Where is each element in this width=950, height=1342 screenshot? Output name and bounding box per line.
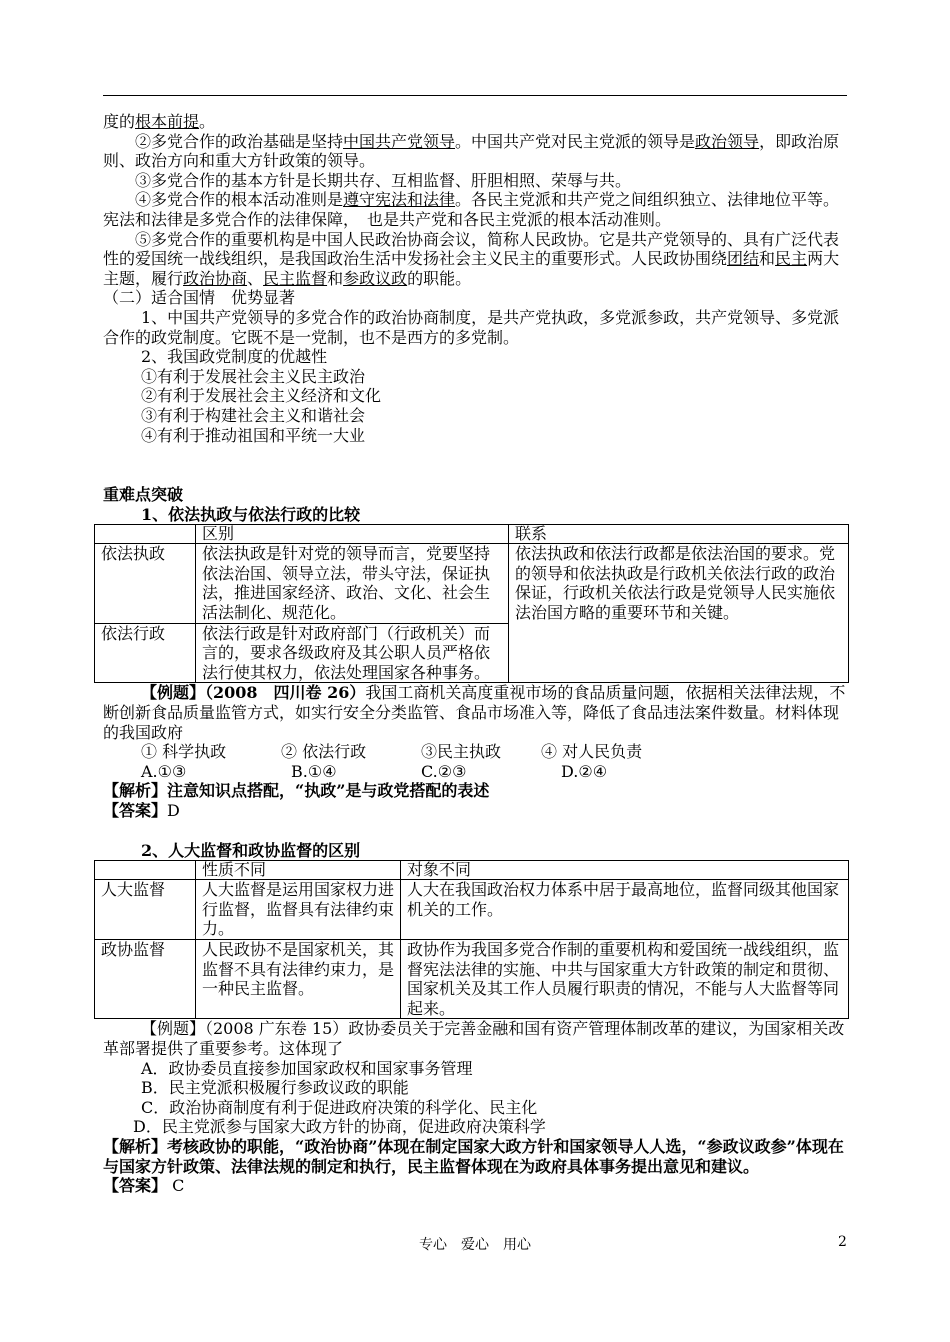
text: 度的 <box>103 112 136 131</box>
table-header-object: 对象不同 <box>401 861 849 880</box>
choice-d: D.②④ <box>561 761 608 781</box>
intro-line-5 <box>103 230 849 289</box>
row-label-cppcc: 政协监督 <box>95 939 196 1018</box>
intro-line-4 <box>103 190 849 229</box>
section-2-point-2: 2、我国政党制度的优越性 <box>141 347 328 367</box>
text: 和 <box>759 249 776 269</box>
row-label-npc: 人大监督 <box>95 880 196 940</box>
table-1-title: 1、依法执政与依法行政的比较 <box>141 504 361 524</box>
example-2-choice-a: A．政协委员直接参加国家政权和国家事务管理 <box>141 1058 473 1078</box>
underlined-term: 政治领导 <box>695 131 760 151</box>
advantage-4: ④有利于推动祖国和平统一大业 <box>141 425 366 445</box>
option-item: ④ 对人民负责 <box>541 742 643 762</box>
example-2-answer <box>103 1176 849 1196</box>
example-2-choice-d: D．民主党派参与国家大政方针的协商，促进政府决策科学 <box>133 1117 546 1137</box>
example-1-analysis: 【解析】注意知识点搭配，“执政”是与政党搭配的表述 <box>103 781 490 801</box>
example-2-analysis: 【解析】考核政协的职能，“政治协商”体现在制定国家大政方针和国家领导人人选，“参政议政参”体现在与国家方针政策、法律法规的制定和执行，民主监督体现在为政府具体事务提出意见和建议。 <box>103 1136 844 1176</box>
spacer <box>103 821 849 841</box>
advantage-3: ③有利于构建社会主义和谐社会 <box>141 405 366 425</box>
answer-label: 【答案】 <box>103 801 168 820</box>
example-text: 我国工商机关高度重视市场的食品质量问题，依据相关法律法规，不断创新食品质量监管方式，如实行安全分类监管、食品市场准入等，降低了食品违法案件数量。材料体现的我国政府 <box>103 683 846 742</box>
example-2-question: 【例题】（2008 广东卷 15）政协委员关于完善金融和国有资产管理体制改革的建议，为国家相关改革部署提供了重要参考。这体现了 <box>103 1019 845 1058</box>
option-item: ② 依法行政 <box>281 742 367 762</box>
footer-text: 专心 爱心 用心 <box>419 1237 531 1253</box>
example-1-question <box>103 683 849 742</box>
comparison-table-1 <box>94 524 849 683</box>
text: 。 <box>199 112 216 131</box>
text: ⑤多党合作的重要机构是中国人民政治协商会议，简称人民政协。它是共产党领导的、具有广泛代表性的爱国统一战线组织，是我国政治生活中发扬社会主义民主的重要形式。人民政协围绕 <box>103 229 840 269</box>
row-label-administration: 依法行政 <box>95 623 196 683</box>
example-1-options <box>103 742 849 762</box>
table-header-diff: 区别 <box>196 525 509 544</box>
row-object-cppcc: 政协作为我国多党合作制的重要机构和爱国统一战线组织，监督宪法法律的实施、中共与国家重大方针政策的制定和贯彻、国家机关及其工作人员履行职责的情况，不能与人大监督等同起来。 <box>401 939 849 1018</box>
intro-line-1 <box>103 112 849 132</box>
page-number: 2 <box>838 1234 847 1250</box>
text: 和 <box>327 268 344 288</box>
answer-value: D <box>167 801 180 820</box>
example-source: （2008 四川卷 26） <box>205 683 366 703</box>
example-1-choices <box>103 762 849 782</box>
focus-heading: 重难点突破 <box>103 485 184 505</box>
table-header-empty <box>95 861 196 880</box>
intro-line-3: ③多党合作的基本方针是长期共存、互相监督、肝胆相照、荣辱与共。 <box>135 170 632 190</box>
row-text-party-rule: 依法执政是针对党的领导而言，党要坚持依法治国、领导立法，带头守法，保证执法，推进国家经济、政治、文化、社会生活法制化、规范化。 <box>196 544 509 623</box>
advantage-2: ②有利于发展社会主义经济和文化 <box>141 386 382 406</box>
underlined-term: 民主监督 <box>263 268 328 288</box>
row-nature-npc: 人大监督是运用国家权力进行监督，监督具有法律约束力。 <box>196 880 401 940</box>
answer-label: 【答案】 <box>103 1176 168 1196</box>
link-text: 依法执政和依法行政都是依法治国的要求。党的领导和依法执政是行政机关依法行政的政治保证，行政机关依法行政是党领导人民实施依法治国方略的重要环节和关键。 <box>509 544 849 683</box>
table-header-empty <box>95 525 196 544</box>
document-body <box>103 112 849 1196</box>
text: 两大主题，履行 <box>103 249 840 288</box>
example-label: 【例题】 <box>141 683 206 703</box>
table-header-nature: 性质不同 <box>196 861 401 880</box>
section-heading-2: （二）适合国情 优势显著 <box>103 288 296 308</box>
underlined-term: 团结 <box>727 249 760 269</box>
underlined-term: 政治协商 <box>183 268 248 288</box>
row-text-administration: 依法行政是针对政府部门（行政机关）而言的，要求各级政府及其公职人员严格依法行使其权力，依法处理国家各种事务。 <box>196 623 509 683</box>
underlined-term: 根本前提 <box>135 112 200 131</box>
row-object-npc: 人大在我国政治权力体系中居于最高地位，监督同级其他国家机关的工作。 <box>401 880 849 940</box>
table-header-link: 联系 <box>509 525 849 544</box>
underlined-term: 参政议政 <box>343 268 408 288</box>
row-label-party-rule: 依法执政 <box>95 544 196 623</box>
choice-b: B.①④ <box>291 761 337 781</box>
text: 、 <box>247 268 264 288</box>
spacer <box>103 445 849 485</box>
advantage-1: ①有利于发展社会主义民主政治 <box>141 366 366 386</box>
text: ，即政治原则、政治方向和重大方针政策的领导。 <box>103 131 840 171</box>
table-2-title: 2、人大监督和政协监督的区别 <box>141 840 361 860</box>
header-rule <box>103 95 847 96</box>
text: 的职能。 <box>407 268 472 288</box>
intro-line-2 <box>103 132 849 171</box>
option-item: ③民主执政 <box>421 742 502 762</box>
underlined-term: 遵守宪法和法律 <box>343 190 456 210</box>
option-item: ① 科学执政 <box>141 742 227 762</box>
text: ④多党合作的根本活动准则是 <box>135 190 344 210</box>
choice-a: A.①③ <box>141 761 187 781</box>
choice-c: C.②③ <box>421 761 467 781</box>
answer-value: C <box>167 1176 185 1196</box>
text: 。中国共产党对民主党派的领导是 <box>455 131 696 151</box>
comparison-table-2 <box>94 860 849 1019</box>
underlined-term: 中国共产党领导 <box>343 131 456 151</box>
example-2-choice-b: B．民主党派积极履行参政议政的职能 <box>141 1078 409 1098</box>
underlined-term: 民主 <box>775 249 808 269</box>
example-1-answer <box>103 801 849 821</box>
text: ②多党合作的政治基础是坚持 <box>135 131 344 151</box>
section-2-point-1: 1、中国共产党领导的多党合作的政治协商制度，是共产党执政，多党派参政，共产党领导、多党派合作的政党制度。它既不是一党制，也不是西方的多党制。 <box>103 307 840 347</box>
row-nature-cppcc: 人民政协不是国家机关，其监督不具有法律约束力，是一种民主监督。 <box>196 939 401 1018</box>
example-2-choice-c: C．政治协商制度有利于促进政府决策的科学化、民主化 <box>141 1097 538 1117</box>
text: 。各民主党派和共产党之间组织独立、法律地位平等。宪法和法律是多党合作的法律保障， 也是共产党和各民主党派的根本活动准则。 <box>103 190 840 229</box>
